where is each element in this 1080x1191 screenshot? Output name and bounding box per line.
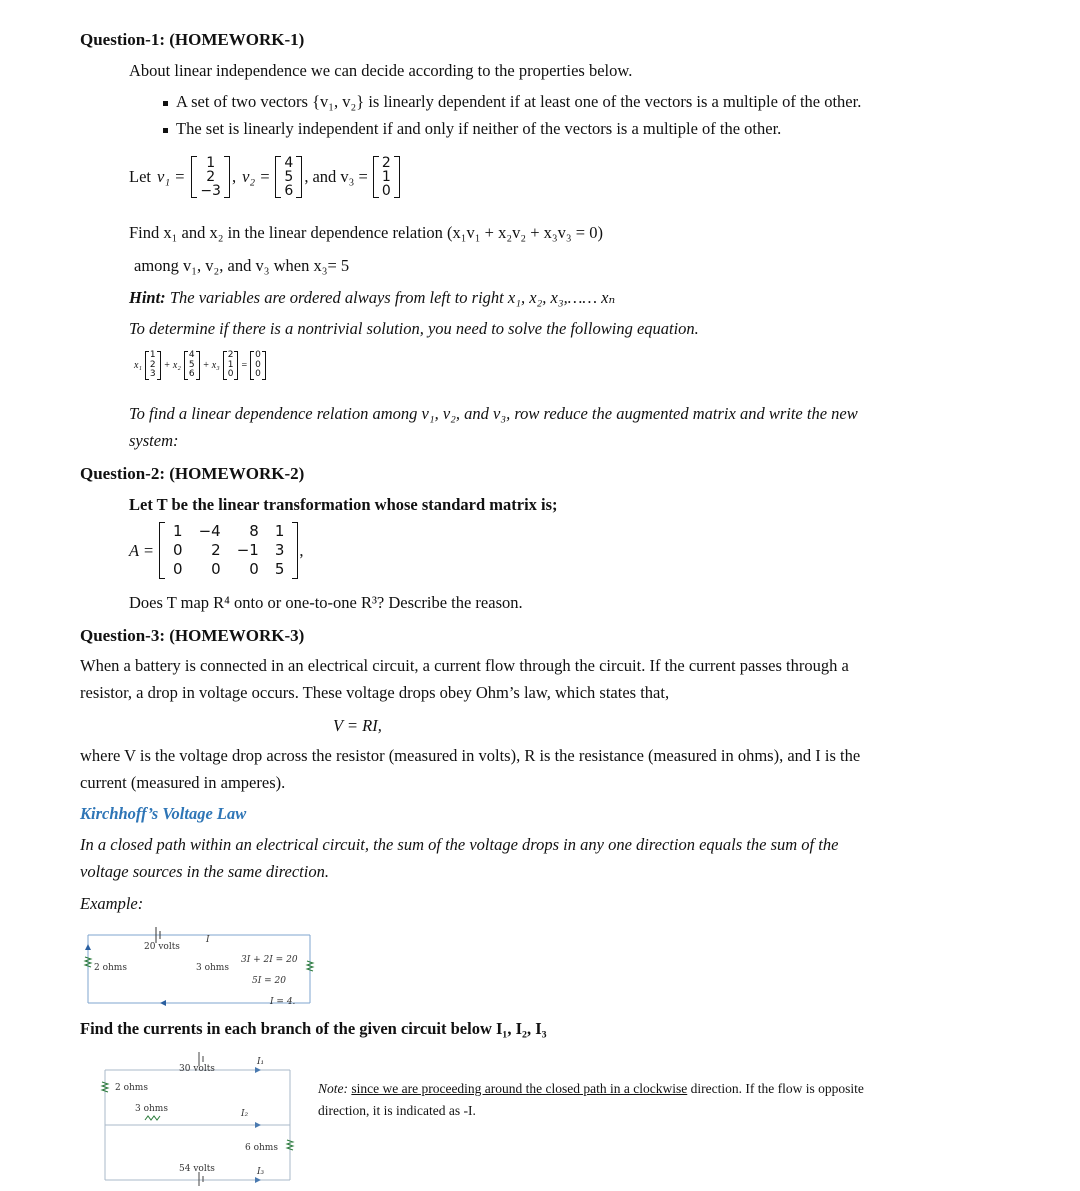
v3-label: and v₃ = — [312, 167, 368, 186]
resistor-icon — [307, 961, 313, 971]
eq-entry: 2 — [227, 350, 234, 360]
mid-resistor-label: 3 ohms — [135, 1104, 168, 1114]
q2-question: Does T map R⁴ onto or one-to-one R³? Describe the reason. — [129, 593, 523, 612]
q1-find-line: Find x₁ and x₂ in the linear dependence relation (x₁v₁ + x₂v₂ + x₃v₃ = 0) — [129, 223, 603, 242]
example-left-resistor-label: 2 ohms — [94, 963, 127, 973]
q1-bullet-2 — [163, 119, 781, 139]
right-resistor-label: 6 ohms — [245, 1143, 278, 1153]
resistor-icon — [287, 1140, 293, 1150]
resistor-icon — [145, 1116, 160, 1120]
q1-title: Question-1: (HOMEWORK-1) — [80, 30, 305, 49]
q2-matrix-block: A = 1 −4 8 1 0 2 −1 3 0 0 0 5 , — [129, 522, 304, 578]
arrow-icon — [255, 1067, 261, 1073]
ohms-law: V = RI, — [333, 716, 382, 735]
top-battery-label: 30 volts — [179, 1064, 215, 1074]
eq-zero-matrix — [250, 351, 266, 380]
v2-entry: 6 — [284, 183, 294, 199]
eq-x3: + x₃ — [202, 359, 220, 371]
example-eq-1: 3I + 2I = 20 — [241, 955, 298, 965]
A-entry: −1 — [236, 541, 259, 559]
q2-title: Question-2: (HOMEWORK-2) — [80, 464, 305, 483]
q1-hint — [129, 288, 615, 308]
A-matrix — [159, 522, 298, 579]
arrow-icon — [255, 1177, 261, 1183]
A-entry: −4 — [198, 522, 221, 540]
eq-x1: x₁ — [134, 359, 142, 371]
example-circuit — [80, 925, 340, 1010]
example-eq-3: I = 4. — [270, 997, 296, 1007]
A-entry: 2 — [211, 541, 221, 559]
v1-entry: 1 — [206, 155, 216, 171]
eq-entry: 0 — [255, 369, 261, 379]
note-line-2: direction, it is indicated as -I. — [318, 1103, 476, 1118]
left-resistor-label: 2 ohms — [115, 1083, 148, 1093]
example-eq-2: 5I = 20 — [252, 976, 286, 986]
bottom-battery-label: 54 volts — [179, 1164, 215, 1174]
hint-label: Hint: — [129, 288, 166, 307]
q3-para1-line2: resistor, a drop in voltage occurs. These voltage drops obey Ohm’s law, which states that, — [80, 683, 670, 702]
q3-para2-line1: where V is the voltage drop across the resistor (measured in volts), R is the resistance (measured in ohms), and I is the — [80, 746, 861, 765]
i3-label: I₃ — [257, 1167, 265, 1177]
example-right-resistor-label: 3 ohms — [196, 963, 229, 973]
q1-find-relation-2: system: — [129, 431, 179, 450]
A-entry: 0 — [211, 560, 221, 578]
note-rest: direction. If the flow is opposite — [690, 1081, 864, 1096]
A-entry: 0 — [249, 560, 259, 578]
example-battery-label: 20 volts — [144, 942, 180, 952]
A-entry: 0 — [173, 560, 183, 578]
hint-text: The variables are ordered always from left to right x₁, x₂, x₃,…… xₙ — [169, 288, 616, 307]
eq-entry: 3 — [149, 369, 156, 379]
battery-icon — [199, 1172, 203, 1186]
q3-title: Question-3: (HOMEWORK-3) — [80, 626, 305, 645]
q1-determine: To determine if there is a nontrivial solution, you need to solve the following equation. — [129, 319, 699, 338]
v1-entry: −3 — [200, 183, 221, 199]
eq-entry: 4 — [188, 350, 195, 360]
v3-entry: 1 — [381, 169, 391, 185]
v3-entry: 2 — [381, 155, 391, 171]
example-label: Example: — [80, 894, 144, 913]
eq-x2: + x₂ — [163, 359, 181, 371]
A-entry: 1 — [173, 522, 183, 540]
i1-label: I₁ — [257, 1057, 265, 1067]
eq-v3-matrix — [223, 351, 239, 380]
q2-intro: Let T be the linear transformation whose standard matrix is; — [129, 495, 558, 514]
A-entry: 0 — [173, 541, 183, 559]
q1-find-relation-1: To find a linear dependence relation among v₁, v₂, and v₃, row reduce the augmented matrix and write the new — [129, 404, 858, 423]
arrow-icon — [255, 1122, 261, 1128]
note-line-1 — [318, 1081, 864, 1097]
v1-entry: 2 — [206, 169, 216, 185]
v1-label: v₁ = — [157, 167, 186, 186]
i2-label: I₂ — [241, 1109, 249, 1119]
A-entry: 5 — [274, 560, 285, 578]
note-underlined: since we are proceeding around the closed path in a clockwise — [351, 1081, 688, 1096]
q3-para1-line1: When a battery is connected in an electrical circuit, a current flow through the circuit. If the current passes through a — [80, 656, 849, 675]
q1-bullet-1 — [163, 92, 861, 112]
v3-entry: 0 — [381, 183, 391, 199]
eq-entry: 1 — [149, 350, 156, 360]
kirchhoff-line-2: voltage sources in the same direction. — [80, 862, 329, 881]
example-current-label: I — [206, 935, 210, 945]
bullet-icon — [163, 101, 168, 106]
eq-entry: 0 — [255, 359, 261, 370]
v2-matrix — [275, 156, 302, 198]
A-label: A = — [129, 540, 155, 560]
note-label: Note: — [318, 1081, 348, 1096]
v2-entry: 4 — [284, 155, 294, 171]
q1-bullet-2-text: The set is linearly independent if and only if neither of the vectors is a multiple of the other. — [176, 119, 782, 138]
eq-v2-matrix — [184, 351, 200, 380]
eq-entry: 6 — [188, 369, 195, 379]
A-entry: 3 — [274, 541, 285, 559]
q3-para2-line2: current (measured in amperes). — [80, 773, 286, 792]
branch-circuit — [95, 1048, 305, 1188]
bullet-icon — [163, 128, 168, 133]
eq-v1-matrix — [145, 351, 161, 380]
q1-vector-definitions: Let v₁ = 1 2 −3 , v₂ = 4 5 6 , and v₃ = 2 1 0 — [129, 146, 400, 208]
q1-among-line: among v₁, v₂, and v₃ when x₃= 5 — [134, 256, 350, 275]
find-currents: Find the currents in each branch of the given circuit below I₁, I₂, I₃ — [80, 1019, 547, 1038]
q1-vector-equation — [134, 351, 266, 380]
eq-entry: 5 — [188, 359, 195, 370]
eq-entry: 2 — [149, 359, 156, 370]
eq-entry: 1 — [227, 359, 234, 370]
arrow-icon — [85, 944, 91, 950]
q1-bullet-1-text: A set of two vectors {v₁, v₂} is linearly dependent if at least one of the vectors is a multiple of the other. — [176, 92, 862, 111]
A-entry: 1 — [274, 522, 285, 540]
arrow-icon — [160, 1000, 166, 1006]
kirchhoff-line-1: In a closed path within an electrical circuit, the sum of the voltage drops in any one direction equals the sum of the — [80, 835, 839, 854]
v2-label: v₂ = — [242, 167, 271, 186]
v3-matrix — [373, 156, 400, 198]
v2-entry: 5 — [284, 169, 294, 185]
eq-equals: = — [241, 359, 248, 371]
A-entry: 8 — [249, 522, 259, 540]
resistor-icon — [85, 957, 91, 967]
kirchhoff-title: Kirchhoff’s Voltage Law — [80, 804, 247, 823]
resistor-icon — [102, 1082, 108, 1092]
eq-entry: 0 — [227, 369, 234, 379]
eq-entry: 0 — [255, 350, 261, 360]
q1-intro: About linear independence we can decide according to the properties below. — [129, 61, 633, 80]
v1-matrix — [191, 156, 230, 198]
let-label: Let — [129, 167, 151, 186]
